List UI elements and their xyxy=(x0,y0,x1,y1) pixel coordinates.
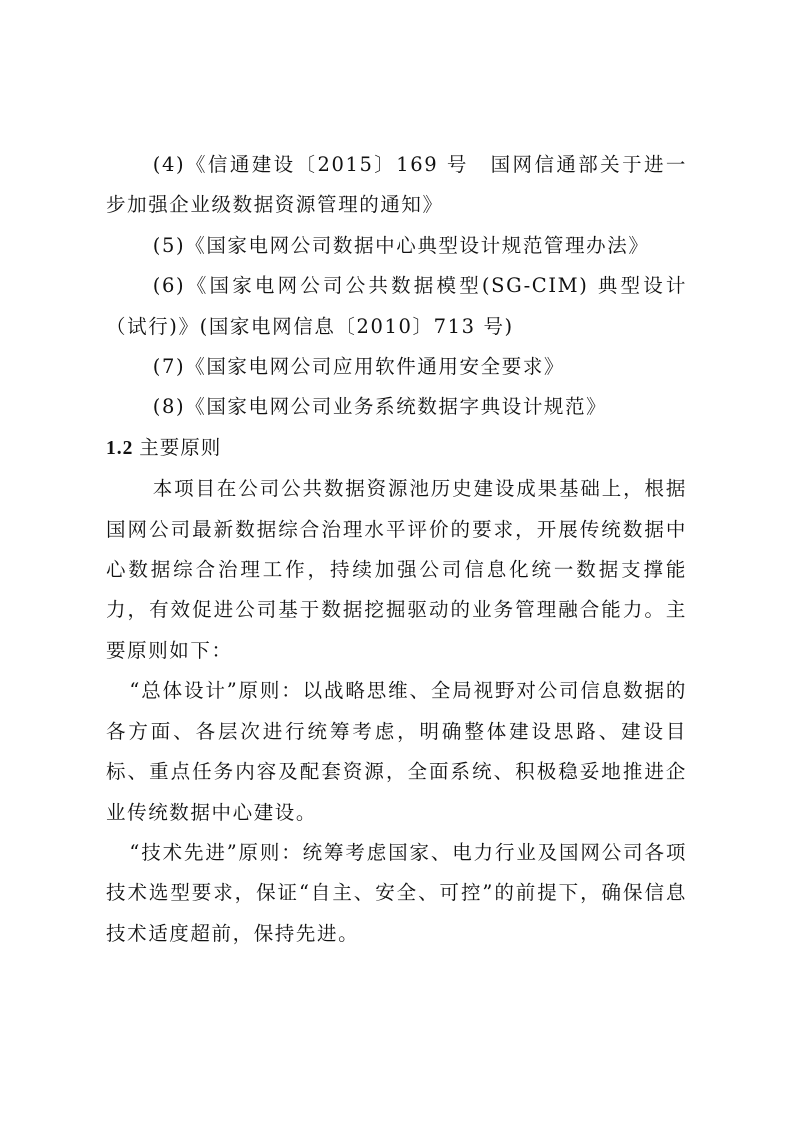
reference-item-4 xyxy=(106,145,687,226)
reference-text: 《国家电网公司业务系统数据字典设计规范》 xyxy=(185,395,608,419)
section-title: 主要原则 xyxy=(139,435,222,459)
reference-label: (7) xyxy=(152,355,186,379)
section-number: 1.2 xyxy=(106,437,134,459)
reference-label: (4) xyxy=(152,153,186,176)
reference-item-7 xyxy=(106,347,687,387)
reference-text: 《国家电网公司应用软件通用安全要求》 xyxy=(185,355,566,379)
reference-text: 《信通建设〔2015〕169 号 国网信通部关于进一步加强企业级数据资源管理的通知》 xyxy=(106,153,687,217)
body-paragraph-overall-design: “总体设计”原则：以战略思维、全局视野对公司信息数据的各方面、各层次进行统筹考虑，明确整体建设思路、建设目标、重点任务内容及配套资源，全面系统、积极稳妥地推进企业传统数据中心建设。 xyxy=(106,679,687,824)
reference-label: (6) xyxy=(152,274,186,298)
reference-text: 《国家电网公司数据中心典型设计规范管理办法》 xyxy=(185,233,650,257)
reference-item-8 xyxy=(106,387,687,427)
body-paragraph-tech-advanced: “技术先进”原则：统筹考虑国家、电力行业及国网公司各项技术选型要求，保证“自主、安全、可控”的前提下，确保信息技术适度超前，保持先进。 xyxy=(106,840,687,945)
reference-item-6 xyxy=(106,266,687,347)
reference-label: (8) xyxy=(152,395,186,419)
body-paragraph-intro: 本项目在公司公共数据资源池历史建设成果基础上，根据国网公司最新数据综合治理水平评价的要求，开展传统数据中心数据综合治理工作，持续加强公司信息化统一数据支撑能力，有效促进公司基于数据挖掘驱动的业务管理融合能力。主要原则如下： xyxy=(106,477,687,662)
document-page xyxy=(106,145,687,954)
reference-label: (5) xyxy=(152,233,186,257)
reference-item-5 xyxy=(106,226,687,266)
reference-text: 《国家电网公司公共数据模型(SG-CIM) 典型设计（试行)》(国家电网信息〔2010〕713 号) xyxy=(106,274,687,338)
section-heading xyxy=(106,428,687,469)
